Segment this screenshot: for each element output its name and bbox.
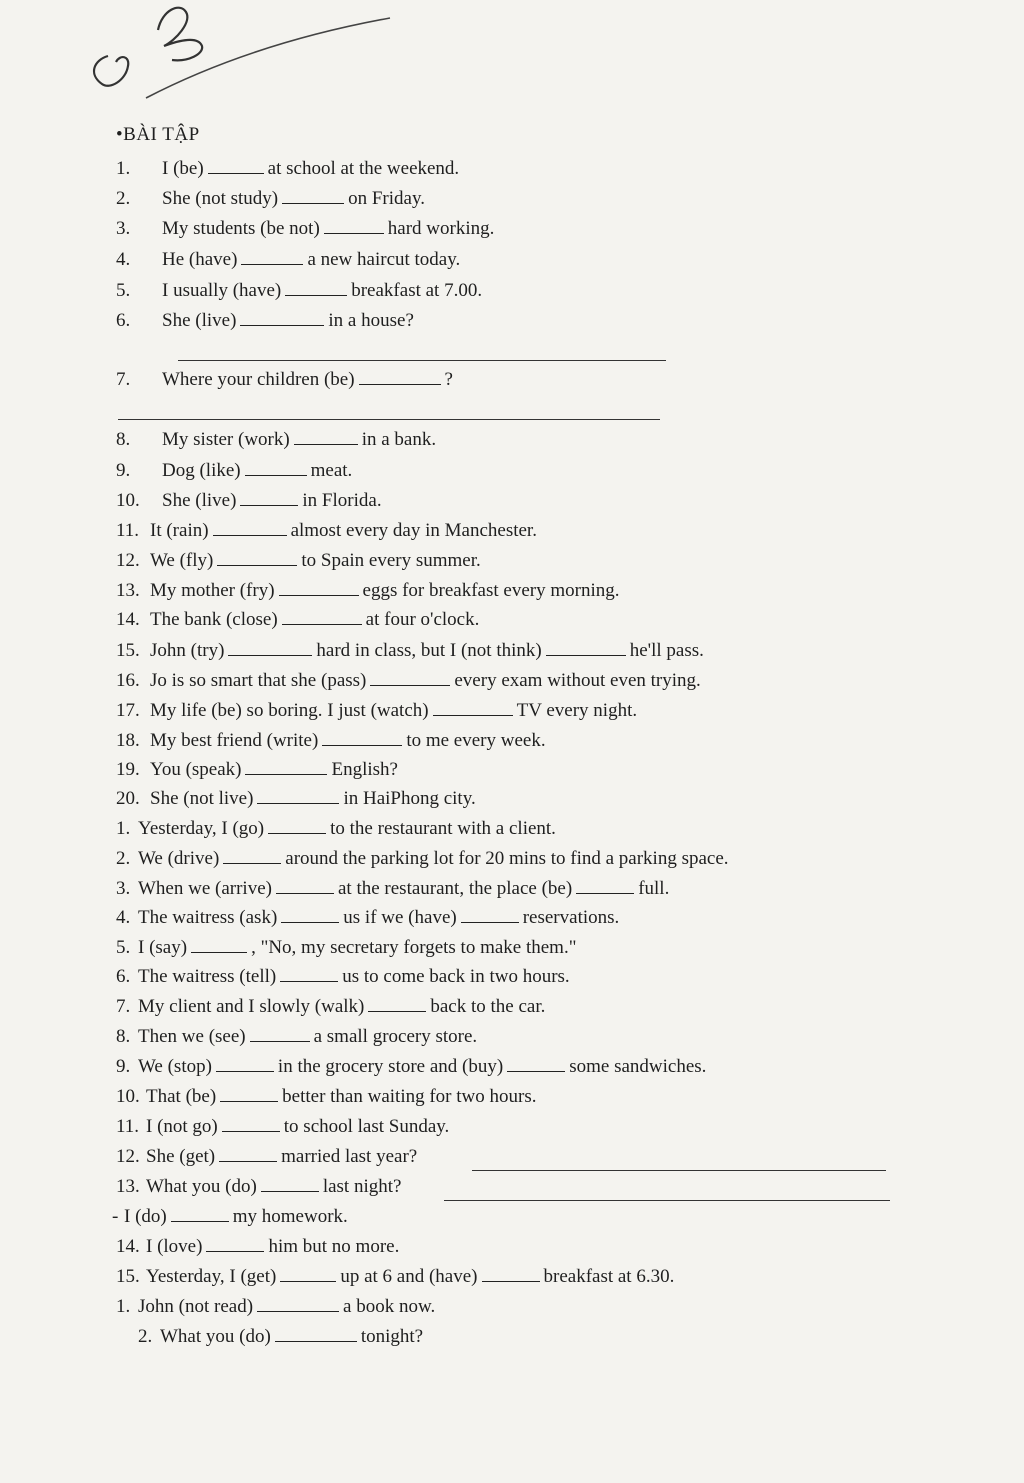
exercise-item: 4. He (have) a new haircut today. [116,249,461,270]
answer-blank [241,250,303,265]
exercise-item: - I (do) my homework. [112,1206,348,1227]
exercise-item: 12. We (fly) to Spain every summer. [116,550,481,571]
answer-blank [240,491,298,506]
exercise-item: 1. I (be) at school at the weekend. [116,158,460,179]
answer-blank [368,997,426,1012]
exercise-item: 9. Dog (like) meat. [116,460,353,481]
exercise-item: 3. When we (arrive) at the restaurant, the place (be) full. [116,878,670,899]
answer-line [178,360,666,361]
answer-blank [294,430,358,445]
exercise-item: 6. She (live) in a house? [116,310,414,331]
exercise-item: 4. The waitress (ask) us if we (have) reservations. [116,907,620,928]
exercise-item: 1. Yesterday, I (go) to the restaurant with a client. [116,818,556,839]
answer-blank [276,879,334,894]
answer-blank [213,521,287,536]
answer-blank [220,1087,278,1102]
answer-blank [546,641,626,656]
answer-blank [223,849,281,864]
answer-blank [433,701,513,716]
exercise-item: 13. What you (do) last night? [116,1176,402,1197]
answer-blank [217,551,297,566]
answer-blank [257,789,339,804]
exercise-item: 5. I (say) , "No, my secretary forgets to make them." [116,937,577,958]
answer-blank [282,189,344,204]
exercise-item: 10. She (live) in Florida. [116,490,382,511]
page-title: •BÀI TẬP [116,124,200,145]
answer-blank [370,671,450,686]
answer-blank [576,879,634,894]
exercise-item: 15. Yesterday, I (get) up at 6 and (have) breakfast at 6.30. [116,1266,675,1287]
answer-blank [359,370,441,385]
exercise-item: 2. She (not study) on Friday. [116,188,425,209]
exercise-item: 3. My students (be not) hard working. [116,218,495,239]
answer-blank [268,819,326,834]
answer-blank [171,1207,229,1222]
exercise-item: 14. The bank (close) at four o'clock. [116,609,480,630]
exercise-item: 2. We (drive) around the parking lot for 20 mins to find a parking space. [116,848,729,869]
answer-blank [482,1267,540,1282]
answer-blank [324,219,384,234]
exercise-item: 13. My mother (fry) eggs for breakfast every morning. [116,580,620,601]
answer-line [472,1170,886,1171]
answer-blank [461,908,519,923]
exercise-item: 7. Where your children (be) ? [116,369,453,390]
answer-blank [257,1297,339,1312]
answer-line [118,419,660,420]
answer-blank [281,908,339,923]
exercise-item: 5. I usually (have) breakfast at 7.00. [116,280,483,301]
exercise-item: 8. My sister (work) in a bank. [116,429,437,450]
answer-blank [245,760,327,775]
answer-blank [507,1057,565,1072]
exercise-item: 16. Jo is so smart that she (pass) every exam without even trying. [116,670,701,691]
answer-blank [219,1147,277,1162]
exercise-item: 11. It (rain) almost every day in Manchester. [116,520,537,541]
answer-blank [280,1267,336,1282]
exercise-item: 8. Then we (see) a small grocery store. [116,1026,478,1047]
answer-line [444,1200,890,1201]
answer-blank [261,1177,319,1192]
exercise-item: 9. We (stop) in the grocery store and (buy) some sandwiches. [116,1056,707,1077]
answer-blank [279,581,359,596]
answer-blank [285,281,347,296]
answer-blank [250,1027,310,1042]
exercise-item: 7. My client and I slowly (walk) back to the car. [116,996,546,1017]
answer-blank [206,1237,264,1252]
exercise-item: 20. She (not live) in HaiPhong city. [116,788,476,809]
answer-blank [208,159,264,174]
exercise-item: 19. You (speak) English? [116,759,398,780]
exercise-item: 2. What you (do) tonight? [138,1326,424,1347]
answer-blank [216,1057,274,1072]
answer-blank [228,641,312,656]
exercise-item: 12. She (get) married last year? [116,1146,418,1167]
answer-blank [280,967,338,982]
exercise-item: 14. I (love) him but no more. [116,1236,400,1257]
answer-blank [222,1117,280,1132]
handwritten-signature [80,0,400,110]
exercise-item: 10. That (be) better than waiting for two hours. [116,1086,537,1107]
answer-blank [240,311,324,326]
answer-blank [282,610,362,625]
answer-blank [245,461,307,476]
exercise-item: 17. My life (be) so boring. I just (watch) TV every night. [116,700,638,721]
answer-blank [191,938,247,953]
answer-blank [275,1327,357,1342]
exercise-item: 18. My best friend (write) to me every week. [116,730,546,751]
exercise-item: 15. John (try) hard in class, but I (not think) he'll pass. [116,640,704,661]
exercise-item: 6. The waitress (tell) us to come back in two hours. [116,966,570,987]
answer-blank [322,731,402,746]
exercise-item: 11. I (not go) to school last Sunday. [116,1116,450,1137]
exercise-item: 1. John (not read) a book now. [116,1296,436,1317]
